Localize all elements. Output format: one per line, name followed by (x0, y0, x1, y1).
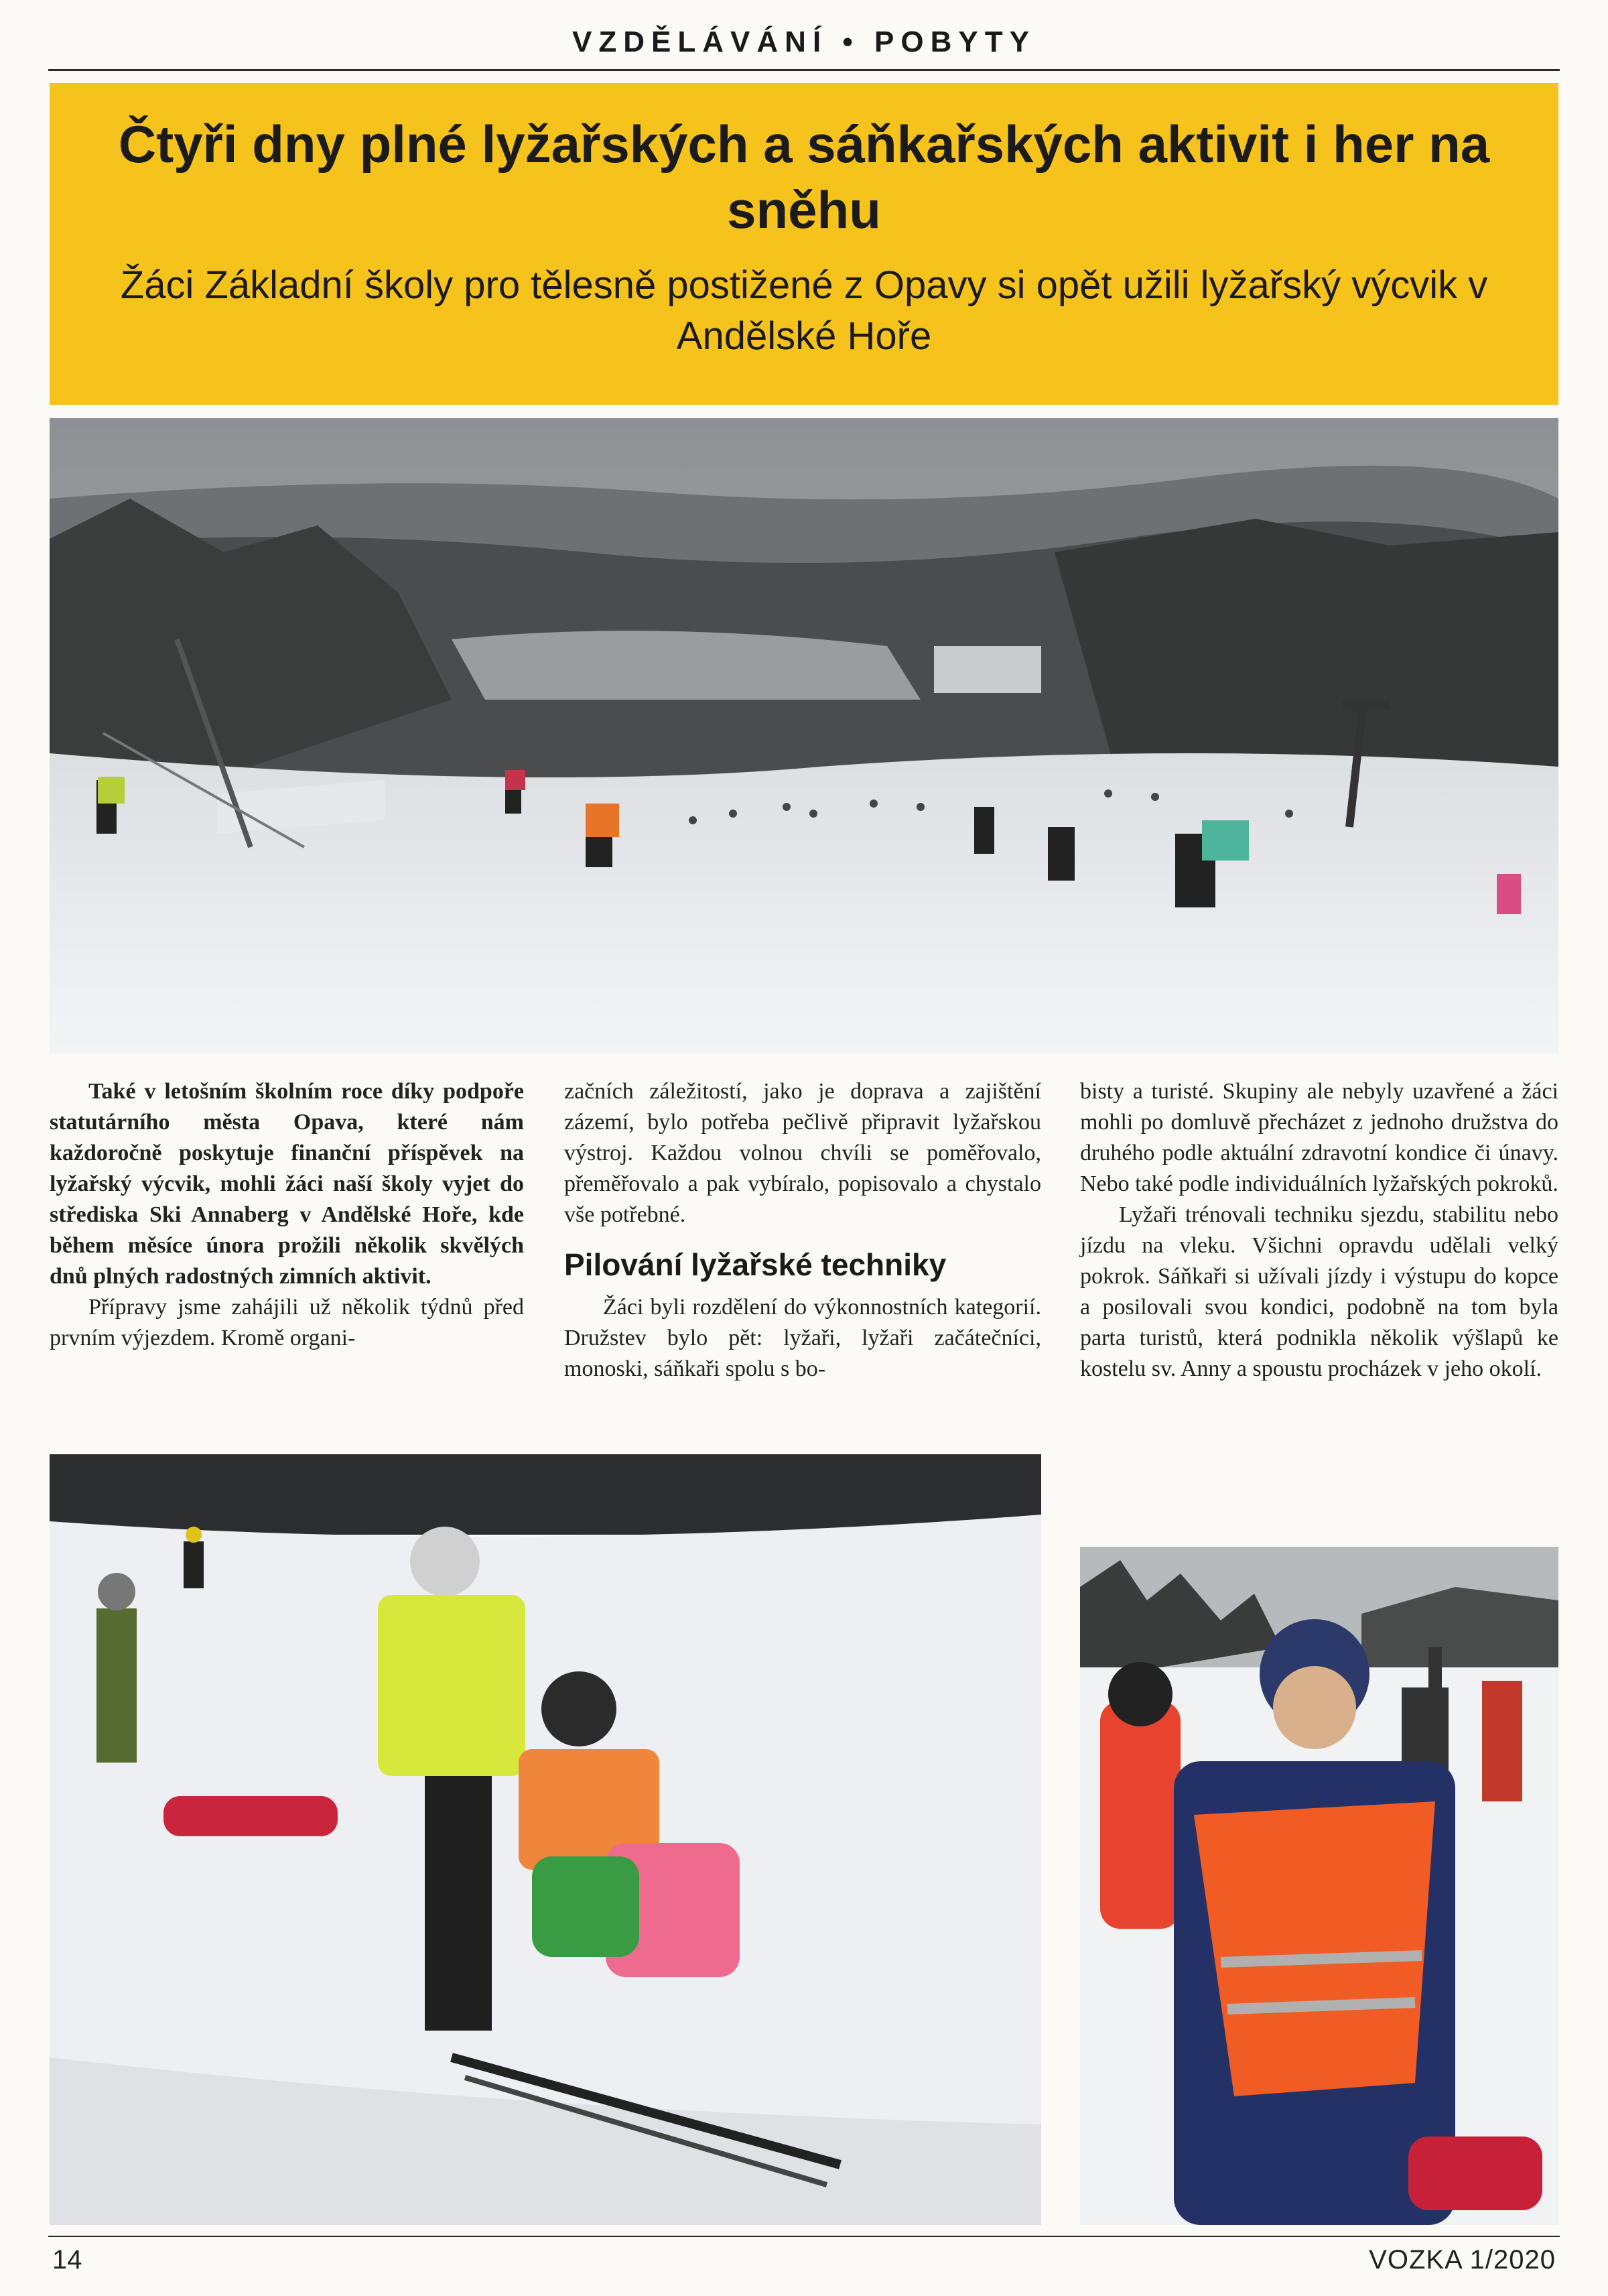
headline: Čtyři dny plné lyžařských a sáňkařských aktivit i her na sněhu (118, 115, 1490, 239)
photo-boy-vest (1080, 1547, 1558, 2225)
footer-rule (48, 2236, 1560, 2237)
article-column-3 (1080, 1076, 1558, 1385)
article-column-1 (50, 1076, 524, 1354)
article-column-2 (564, 1076, 1041, 1385)
paragraph: Žáci byli rozdělení do výkonnostních kategorií. Družstev bylo pět: lyžaři, lyžaři začátečníci, monoski, sáňkaři spolu s bo- (564, 1295, 1041, 1381)
photo-monoski (50, 1454, 1041, 2225)
paragraph: začních záležitostí, jako je doprava a zajištění zázemí, bylo potřeba pečlivě připravit lyžařskou výstroj. Každou volnou chvíli se poměřovalo, přeměřovalo a pak vybíralo, popisovalo a chystalo vše potřebné. (564, 1079, 1041, 1227)
lead-paragraph: Také v letošním školním roce díky podpoře statutárního města Opava, které nám každoročně poskytuje finanční příspěvek na lyžařský výcvik, mohli žáci naší školy vyjet do střediska Ski Annaberg v Andělské Hoře, kde během měsíce února prožili několik skvělých dnů plných radostných zimních aktivit. (50, 1079, 524, 1289)
subheadline: Žáci Základní školy pro tělesně postižené z Opavy si opět užili lyžařský výcvik v Andělské Hoře (120, 263, 1488, 358)
headline-banner (50, 83, 1558, 405)
paragraph: bisty a turisté. Skupiny ale nebyly uzavřené a žáci mohli po domluvě přecházet z jednoho družstva do druhého podle aktuální zdravotní kondice či únavy. Nebo také podle individuálních lyžařských pokroků. (1080, 1079, 1558, 1196)
paragraph: Přípravy jsme zahájili už několik týdnů před prvním výjezdem. Kromě organi- (50, 1295, 524, 1350)
issue-label: VOZKA 1/2020 (1369, 2245, 1556, 2275)
photo-ski-slope (50, 418, 1558, 1054)
paragraph: Lyžaři trénovali techniku sjezdu, stabilitu nebo jízdu na vleku. Všichni opravdu udělali velký pokrok. Sáňkaři si užívali jízdy i výstupu do kopce a posilovali svou kondici, podobně na tom byla parta turistů, která podnikla několik výšlapů ke kostelu sv. Anny a spoustu procházek v jeho okolí. (1080, 1202, 1558, 1381)
section-label: VZDĚLÁVÁNÍ • POBYTY (572, 25, 1036, 58)
section-heading: Pilování lyžařské techniky (564, 1247, 947, 1282)
header-rule (48, 69, 1560, 71)
page-number: 14 (52, 2245, 82, 2275)
